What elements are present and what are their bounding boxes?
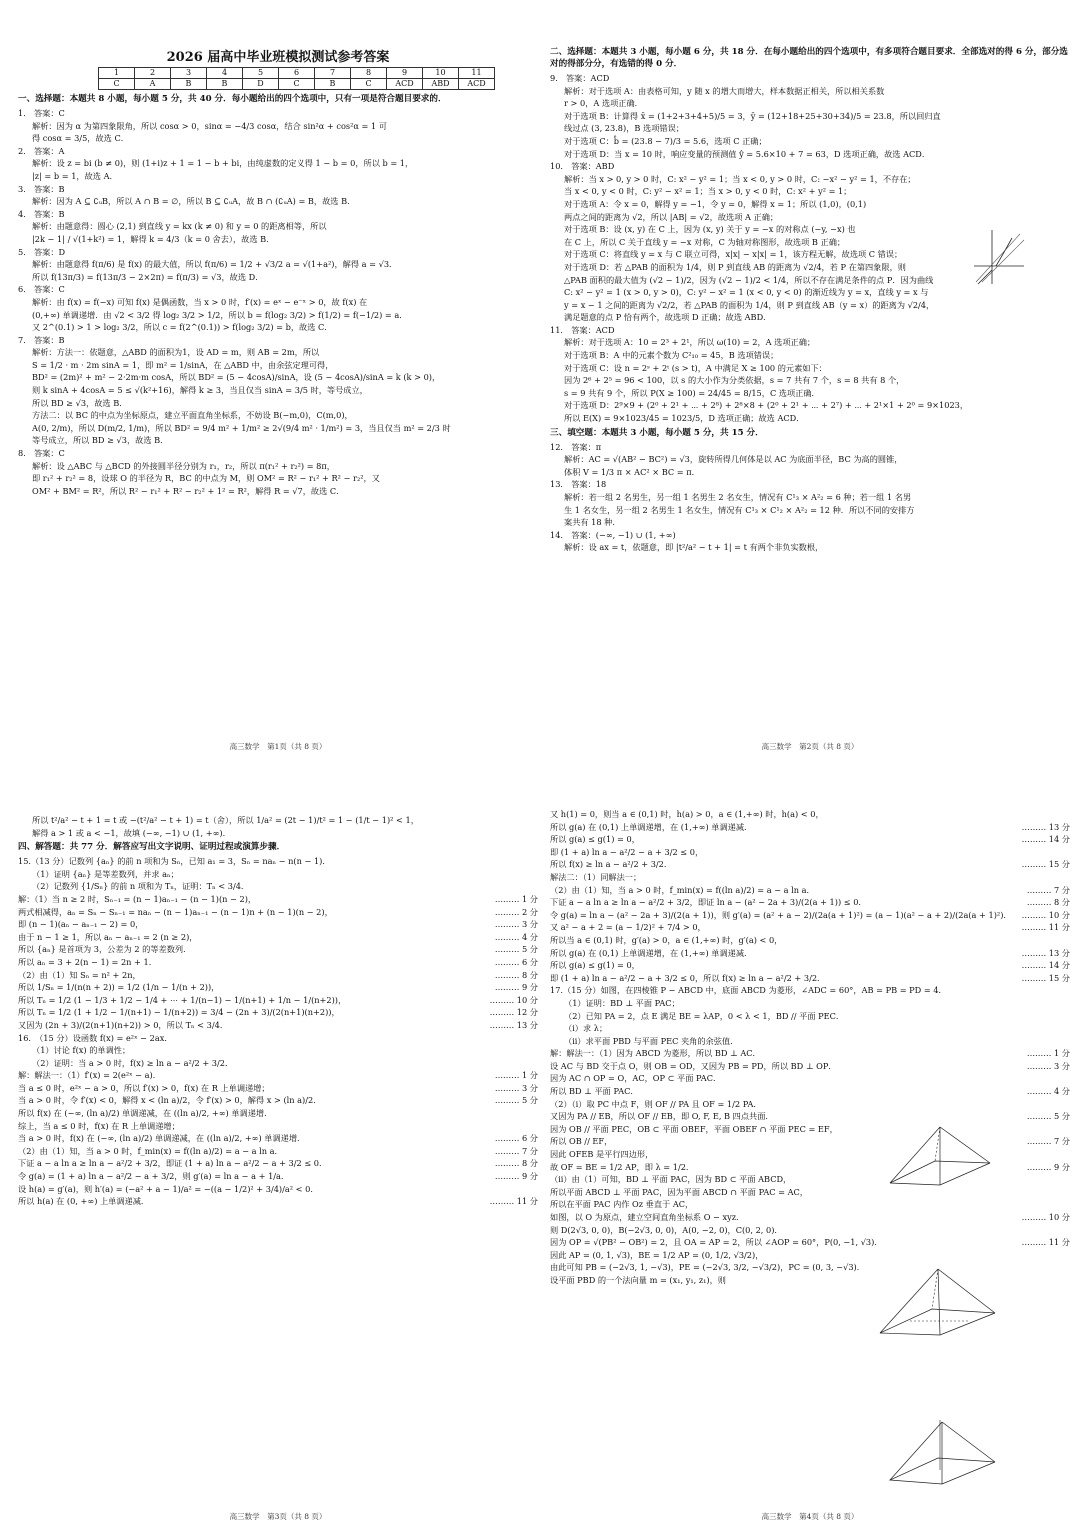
solution-line bbox=[18, 1157, 538, 1170]
solution-line bbox=[550, 1110, 1070, 1123]
solution-line bbox=[550, 884, 1070, 897]
text-line: r > 0，A 选项正确． bbox=[564, 98, 643, 109]
answer-table bbox=[98, 67, 495, 90]
solution-step: 因此 AP = (0, 1, √3)，BE = 1/2 AP = (0, 1/2, √3/2)， bbox=[550, 1249, 764, 1260]
score-points: ……… 12 分 bbox=[489, 1007, 538, 1018]
solution-line bbox=[550, 846, 1070, 859]
solution-line bbox=[550, 959, 1070, 972]
answer-cell: A bbox=[135, 79, 171, 90]
text-line: 又 2^(0.1) > 1 > log₂ 3/2，所以 c = f(2^(0.1)) > f(log₂ 3/2) = b，故选 C． bbox=[32, 322, 333, 333]
solution-line bbox=[18, 1094, 538, 1107]
page-footer: 高三数学 第2页（共 8 页） bbox=[761, 742, 859, 751]
solution-step: 由此可知 PB = (−2√3, 1, −√3)，PE = (−2√3, 3/2, −√3/2)，PC = (0, 3, −√3)． bbox=[550, 1262, 865, 1273]
page-footer: 高三数学 第4页（共 8 页） bbox=[761, 1512, 859, 1521]
text-line: 案共有 18 种． bbox=[564, 517, 621, 528]
solution-step: 又因为 PA // EB，所以 OF // EB，即 O, F, E, B 四点共面． bbox=[550, 1111, 774, 1122]
score-points: ……… 8 分 bbox=[494, 969, 538, 980]
solution-step: 设 AC 与 BD 交于点 O，则 OB = OD，又因为 PB = PD，所以 BD ⊥ OP． bbox=[550, 1060, 837, 1071]
answer-cell: 6 bbox=[279, 68, 315, 79]
text-line: BD² = (2m)² + m² − 2·2m·m cosA，所以 BD² = (5 − 4cosA)/sinA，设 (5 − 4cosA)/sinA = k (k > 0)， bbox=[32, 372, 441, 383]
page-2 bbox=[550, 8, 1070, 758]
solution-text bbox=[550, 441, 1070, 554]
solution-step: （ii）由（1）可知，BD ⊥ 平面 PAC，因为 BD ⊂ 平面 ABCD， bbox=[550, 1174, 792, 1185]
text-line: C: x² − y² = 1 (x > 0, y > 0)，C: y² − x² = 1 (x < 0, y < 0) 的渐近线为 y = x，直线 y = x 与 bbox=[564, 287, 929, 298]
text-line: 即 r₁² + r₂² = 8，设球 O 的半径为 R，BC 的中点为 M，则 OM² = R² − r₁² + R² − r₂²，又 bbox=[32, 473, 380, 484]
solution-step: 设平面 PBD 的一个法向量 m = (x₁, y₁, z₁)，则 bbox=[550, 1274, 726, 1285]
text-line: 16. （15 分）设函数 f(x) = e²ˣ − 2ax． bbox=[18, 1032, 173, 1043]
section-heading: 三、填空题：本题共 3 小题，每小题 5 分，共 15 分． bbox=[550, 427, 764, 438]
solution-line bbox=[18, 1183, 538, 1196]
answer-cell: ACD bbox=[459, 79, 495, 90]
curve-graph-figure bbox=[972, 226, 1027, 286]
text-line: 6． 答案：C bbox=[18, 284, 65, 295]
page-footer: 高三数学 第3页（共 8 页） bbox=[229, 1512, 327, 1521]
answer-cell: 3 bbox=[171, 68, 207, 79]
solution-step: 令 g(a) = (1 + a) ln a − a²/2 − a + 3/2，则 g′(a) = ln a − a + 1/a． bbox=[18, 1171, 290, 1182]
solution-step: 当 a > 0 时，f(x) 在 (−∞, (ln a)/2) 单调递减，在 ((ln a)/2, +∞) 单调递增． bbox=[18, 1133, 306, 1144]
solution-line bbox=[18, 994, 538, 1007]
score-points: ……… 15 分 bbox=[1021, 972, 1070, 983]
solution-line bbox=[18, 931, 538, 944]
solution-line bbox=[18, 981, 538, 994]
text-line: |2k − 1| / √(1+k²) = 1，解得 k = 4/3（k = 0 舍去），故选 B． bbox=[32, 233, 275, 244]
score-points: ……… 4 分 bbox=[494, 931, 538, 942]
solution-line bbox=[550, 972, 1070, 985]
solution-line bbox=[18, 1170, 538, 1183]
answer-cell: ABD bbox=[423, 79, 459, 90]
text-line: |z| = b = 1，故选 A． bbox=[32, 170, 118, 181]
solution-line bbox=[550, 1236, 1070, 1249]
score-points: ……… 13 分 bbox=[1021, 821, 1070, 832]
text-line: 对于选项 D：2⁹×9 + (2⁰ + 2¹ + ⋯ + 2⁸) + 2⁸×8 + (2⁰ + 2¹ + ⋯ + 2⁷) + ⋯ + 2¹×1 + 2⁰ = 9×1023， bbox=[564, 400, 969, 411]
page-4 bbox=[550, 778, 1070, 1528]
solution-line bbox=[18, 943, 538, 956]
text-line: OM² + BM² = R²，所以 R² − r₁² + R² − r₂² + 1² = R²，解得 R = √7，故选 C． bbox=[32, 485, 345, 496]
solution-step: 所以在平面 PAC 内作 Oz 垂直于 AC， bbox=[550, 1199, 694, 1210]
text-line: 3． 答案：B bbox=[18, 183, 65, 194]
solution-step: 所以当 a ∈ (0,1) 时，g′(a) > 0，a ∈ (1,+∞) 时，g′(a) < 0， bbox=[550, 934, 783, 945]
text-line: 解析：由题意得 f(π/6) 是 f(x) 的最大值，所以 f(π/6) = 1/2 + √3/2 a = √(1+a²)，解得 a = √3． bbox=[32, 259, 398, 270]
solution-step: 所以 g(a) ≤ g(1) = 0， bbox=[550, 834, 640, 845]
text-line: 满足题意的点 P 恰有两个，故选项 D 正确；故选 ABD． bbox=[564, 312, 772, 323]
text-line: S = 1/2 · m · 2m sinA = 1，即 m² = 1/sinA，在 △ABD 中，由余弦定理可得， bbox=[32, 359, 334, 370]
solution-text bbox=[18, 814, 538, 839]
solution-line bbox=[18, 1145, 538, 1158]
text-line: 解析：设 z = bi (b ≠ 0)，则 (1+i)z + 1 = 1 − b + bi，由纯虚数的定义得 1 − b = 0，所以 b = 1， bbox=[32, 158, 414, 169]
pyramid-figure-1 bbox=[880, 1123, 1000, 1193]
score-points: ……… 9 分 bbox=[1026, 1161, 1070, 1172]
solution-step: 当 a ≤ 0 时，e²ˣ − a > 0，所以 f′(x) > 0，f(x) 在 R 上单调递增； bbox=[18, 1082, 270, 1093]
text-line: 两点之间的距离为 √2，所以 |AB| = √2，故选项 A 正确； bbox=[564, 211, 779, 222]
text-line: 解析：设 △ABC 与 △BCD 的外接圆半径分别为 r₁，r₂，所以 π(r₁² + r₂²) = 8π， bbox=[32, 460, 335, 471]
text-line: 2． 答案：A bbox=[18, 145, 65, 156]
text-line: （ii）求平面 PBD 与平面 PEC 夹角的余弦值． bbox=[564, 1035, 739, 1046]
section-heading: 二、选择题：本题共 3 小题，每小题 6 分，共 18 分．在每小题给出的四个选项中，有多项符合题目要求．全部选对的得 6 分，部分选对的得部分分，有选错的得 0 分． bbox=[550, 47, 1068, 69]
score-points: ……… 11 分 bbox=[1021, 922, 1070, 933]
pyramid-figure-2 bbox=[870, 1263, 1000, 1343]
answer-cell: C bbox=[99, 79, 135, 90]
text-line: s = 9 共有 9 个，所以 P(X ≥ 100) = 24/45 = 8/15，C 选项正确． bbox=[564, 387, 820, 398]
solution-step: 下证 a − a ln a ≥ ln a − a²/2 + 3/2，即证 (1 + a) ln a − a²/2 − a + 3/2 ≤ 0． bbox=[18, 1158, 328, 1169]
answer-cell: D bbox=[243, 79, 279, 90]
solution-line bbox=[550, 808, 1070, 821]
text-line: （2）记数列 {1/Sₙ} 的前 n 项和为 Tₙ，证明：Tₙ < 3/4． bbox=[32, 881, 250, 892]
text-line: （2）证明：当 a > 0 时，f(x) ≥ ln a − a²/2 + 3/2． bbox=[32, 1057, 234, 1068]
text-line: 对于选项 B：计算得 x̄ = (1+2+3+4+5)/5 = 3，ȳ = (12+18+25+30+34)/5 = 23.8，所以回归直 bbox=[564, 110, 941, 121]
score-points: ……… 9 分 bbox=[494, 982, 538, 993]
solution-line bbox=[550, 871, 1070, 884]
solution-step: 因为 AC ∩ OP = O，AC，OP ⊂ 平面 PAC． bbox=[550, 1073, 722, 1084]
score-points: ……… 3 分 bbox=[494, 1082, 538, 1093]
text-line: 解析：因为 A ⊆ ∁ᵤB，所以 A ∩ B = ∅，所以 B ⊆ ∁ᵤA，故 B ∩ (∁ᵤA) = B，故选 B． bbox=[32, 196, 356, 207]
solution-step: 所以 Tₙ = 1/2 (1 − 1/3 + 1/2 − 1/4 + ⋯ + 1/(n−1) − 1/(n+1) + 1/n − 1/(n+2))， bbox=[18, 994, 347, 1005]
text-line: 对于选项 B：设 (x, y) 在 C 上，因为 (x, y) 关于 y = −x 的对称点 (−y, −x) 也 bbox=[564, 224, 856, 235]
score-points: ……… 14 分 bbox=[1021, 834, 1070, 845]
solution-line bbox=[550, 921, 1070, 934]
solution-step: 综上，当 a ≤ 0 时，f(x) 在 R 上单调递增； bbox=[18, 1120, 180, 1131]
solution-line bbox=[550, 1211, 1070, 1224]
text-line: 7． 答案：B bbox=[18, 334, 65, 345]
text-line: 对于选项 C：b̂ = (23.8 − 7)/3 = 5.6，选项 C 正确； bbox=[564, 135, 767, 146]
score-points: ……… 13 分 bbox=[489, 1019, 538, 1030]
solution-line bbox=[550, 896, 1070, 909]
text-line: 1． 答案：C bbox=[18, 108, 65, 118]
text-line: 得 cosα = 3/5，故选 C． bbox=[32, 133, 129, 144]
solution-line bbox=[18, 1069, 538, 1082]
solution-step: 故 OF = BE = 1/2 AP，即 λ = 1/2． bbox=[550, 1161, 695, 1172]
text-line: 所以 E(X) = 9×1023/45 = 1023/5，D 选项正确；故选 ACD． bbox=[564, 413, 805, 424]
page-3 bbox=[18, 778, 538, 1528]
text-line: (0,+∞) 单调递增．由 √2 < 3/2 得 log₂ 3/2 > 1/2，所以 b = f(log₂ 3/2) > f(1/2) = f(−1/2) = a． bbox=[32, 309, 408, 320]
solution-step: 由于 n − 1 ≥ 1，所以 aₙ − aₙ₋₁ = 2 (n ≥ 2)， bbox=[18, 931, 198, 942]
text-line: 解析：AC = √(AB² − BC²) = √3，旋转所得几何体是以 AC 为底面半径，BC 为高的圆锥， bbox=[564, 454, 903, 465]
answer-cell: C bbox=[279, 79, 315, 90]
text-line: 4． 答案：B bbox=[18, 208, 65, 219]
text-line: 对于选项 A：令 x = 0，解得 y = −1，令 y = 0，解得 x = 1；所以 (1,0)，(0,1) bbox=[564, 198, 867, 209]
solution-step: 下证 a − a ln a ≥ ln a − a²/2 + 3/2，即证 ln a − (a² − 2a + 3)/(2(a + 1)) ≤ 0． bbox=[550, 897, 867, 908]
solution-15 bbox=[18, 893, 538, 1032]
text-line: 解析：因为 α 为第四象限角，所以 cosα > 0，sinα = −4/3 cosα，结合 sin²α + cos²α = 1 可 bbox=[32, 120, 387, 131]
text-line: △PAB 面积的最大值为 (√2 − 1)/2，因为 (√2 − 1)/2 < 1/4，所以不存在满足条件的点 P．因为曲线 bbox=[564, 274, 934, 285]
text-line: 12． 答案：π bbox=[550, 441, 602, 452]
answer-cell: 10 bbox=[423, 68, 459, 79]
score-points: ……… 8 分 bbox=[1026, 897, 1070, 908]
solution-line bbox=[18, 893, 538, 906]
solution-step: 如图，以 O 为原点，建立空间直角坐标系 O − xyz． bbox=[550, 1212, 745, 1222]
text-line: 解得 a > 1 或 a < −1，故填 (−∞, −1) ∪ (1, +∞)． bbox=[32, 827, 231, 838]
text-line: 9． 答案：ACD bbox=[550, 73, 610, 83]
text-line: 在 C 上，所以 C 关于直线 y = −x 对称，C 为轴对称图形，故选项 B 正确； bbox=[564, 236, 846, 247]
solution-step: 令 g(a) = ln a − (a² − 2a + 3)/(2(a + 1))，则 g′(a) = (a² + a − 2)/(2a(a + 1)²) = (a − 1)(a² − a + 2)/(2a(a + 1)²)． bbox=[550, 909, 1012, 920]
score-points: ……… 3 分 bbox=[1026, 1060, 1070, 1071]
text-line: 所以 BD ≥ √3，故选 B． bbox=[32, 397, 128, 408]
text-line: 因为 2⁶ + 2⁵ = 96 < 100，以 s 的大小作为分类依据，s = 7 共有 7 个，s = 8 共有 8 个， bbox=[564, 375, 905, 386]
solution-step: 所以 h(a) 在 (0, +∞) 上单调递减． bbox=[18, 1196, 150, 1207]
solution-line bbox=[18, 969, 538, 982]
text-line: （i）求 λ； bbox=[564, 1023, 608, 1034]
solution-step: 所以平面 ABCD ⊥ 平面 PAC，因为平面 ABCD ∩ 平面 PAC = AC， bbox=[550, 1186, 808, 1197]
solution-step: 又因为 (2n + 3)/(2(n+1)(n+2)) > 0，所以 Tₙ < 3/4． bbox=[18, 1019, 229, 1030]
solution-step: 所以 f(x) ≥ ln a − a²/2 + 3/2． bbox=[550, 859, 673, 870]
answer-cell: 11 bbox=[459, 68, 495, 79]
solution-line bbox=[550, 1198, 1070, 1211]
text-line: 解析：由 f(x) = f(−x) 可知 f(x) 是偶函数，当 x > 0 时，f′(x) = eˣ − e⁻ˣ > 0，故 f(x) 在 bbox=[32, 296, 368, 307]
solution-step: 解：解法一：（1）因为 ABCD 为菱形，所以 BD ⊥ AC． bbox=[550, 1048, 761, 1059]
solution-line bbox=[18, 906, 538, 919]
text-line: 对于选项 C：设 n = 2ˢ + 2ᵗ (s > t)，A 中满足 X ≥ 100 的元素如下： bbox=[564, 362, 827, 373]
text-line: 生 1 名女生，另一组 2 名男生 1 名女生，情况有 C¹₃ × C¹₂ × A²₂ = 12 种．所以不同的安排方 bbox=[564, 504, 915, 515]
solution-step: 即 (n − 1)(aₙ − aₙ₋₁ − 2) = 0， bbox=[18, 919, 144, 930]
pyramid-figure-3 bbox=[880, 1418, 1000, 1493]
solution-line bbox=[18, 1132, 538, 1145]
solution-step: （2）由（1）知 Sₙ = n² + 2n， bbox=[18, 969, 141, 980]
solution-step: 设 h(a) = g′(a)，则 h′(a) = (−a² + a − 1)/a² = −((a − 1/2)² + 3/4)/a² < 0． bbox=[18, 1183, 319, 1194]
score-points: ……… 7 分 bbox=[1026, 884, 1070, 895]
text-line: 对于选项 D：当 x = 10 时，响应变量的预测值 ŷ = 5.6×10 + 7 = 63，D 选项正确，故选 ACD． bbox=[564, 148, 931, 159]
score-points: ……… 1 分 bbox=[494, 893, 538, 904]
solution-step: 所以 g(a) 在 (0,1) 上单调递增，在 (1,+∞) 单调递减． bbox=[550, 947, 753, 958]
answer-cell: 7 bbox=[315, 68, 351, 79]
solution-line bbox=[550, 934, 1070, 947]
score-points: ……… 3 分 bbox=[494, 919, 538, 930]
solution-line bbox=[550, 1249, 1070, 1262]
solution-line bbox=[18, 1195, 538, 1208]
answer-cell: 9 bbox=[387, 68, 423, 79]
solution-step: 因为 OB // 平面 PEC，OB ⊂ 平面 OBEF，平面 OBEF ∩ 平面 PEC = EF， bbox=[550, 1123, 838, 1134]
question-15 bbox=[18, 855, 538, 893]
page-1 bbox=[18, 8, 538, 758]
solution-step: 又 h(1) = 0，则当 a ∈ (0,1) 时，h(a) > 0，a ∈ (1,+∞) 时，h(a) < 0， bbox=[550, 809, 824, 819]
text-line: 方法二：以 BC 的中点为坐标原点，建立平面直角坐标系，不妨设 B(−m,0)，C(m,0)， bbox=[32, 410, 353, 421]
question-17 bbox=[550, 984, 1070, 1047]
score-points: ……… 15 分 bbox=[1021, 859, 1070, 870]
text-line: 体积 V = 1/3 π × AC² × BC = π． bbox=[564, 466, 700, 477]
section-heading: 一、选择题：本题共 8 小题，每小题 5 分，共 40 分．每小题给出的四个选项中，只有一项是符合题目要求的． bbox=[18, 94, 447, 104]
solution-step: （2）（i）取 PC 中点 F，则 OF // PA 且 OF = 1/2 PA． bbox=[550, 1098, 762, 1109]
text-line: 13． 答案：18 bbox=[550, 479, 607, 490]
solution-step: 所以 1/Sₙ = 1/(n(n + 2)) = 1/2 (1/n − 1/(n + 2))， bbox=[18, 982, 220, 993]
text-line: 所以 f(13π/3) = f(13π/3 − 2×2π) = f(π/3) = √3，故选 D． bbox=[32, 271, 264, 282]
text-line: 14． 答案：(−∞, −1) ∪ (1, +∞) bbox=[550, 529, 676, 540]
text-line: 对于选项 C：将直线 y = x 与 C 联立可得，x|x| − x|x| = 1，该方程无解，故选项 C 错误； bbox=[564, 249, 903, 260]
solution-line bbox=[550, 1224, 1070, 1237]
solution-line bbox=[18, 1019, 538, 1032]
solution-step: 则 D(2√3, 0, 0)，B(−2√3, 0, 0)，A(0, −2, 0)，C(0, 2, 0)． bbox=[550, 1224, 783, 1235]
score-points: ……… 5 分 bbox=[494, 1095, 538, 1106]
text-line: 17.（15 分）如图，在四棱锥 P − ABCD 中，底面 ABCD 为菱形，∠ADC = 60°，AB = PB = PD = 4． bbox=[550, 985, 947, 996]
text-line: （1）证明：BD ⊥ 平面 PAC； bbox=[564, 997, 680, 1008]
solution-step: （2）由（1）知，当 a > 0 时，f_min(x) = f((ln a)/2) = a − a ln a． bbox=[550, 884, 815, 895]
question-16 bbox=[18, 1032, 538, 1070]
text-line: （1）讨论 f(x) 的单调性； bbox=[32, 1045, 131, 1056]
score-points: ……… 6 分 bbox=[494, 1133, 538, 1144]
section-heading: 四、解答题：共 77 分．解答应写出文字说明、证明过程或演算步骤． bbox=[18, 842, 286, 853]
score-points: ……… 1 分 bbox=[1026, 1048, 1070, 1059]
solution-text bbox=[550, 808, 1070, 984]
answer-cell: B bbox=[171, 79, 207, 90]
score-points: ……… 14 分 bbox=[1021, 960, 1070, 971]
answer-cell: B bbox=[315, 79, 351, 90]
solution-step: 所以 f(x) 在 (−∞, (ln a)/2) 单调递减，在 ((ln a)/2, +∞) 单调递增． bbox=[18, 1108, 273, 1119]
page-title: 2026 届高中毕业班模拟测试参考答案 bbox=[166, 50, 390, 65]
solution-line bbox=[18, 1107, 538, 1120]
answer-cell: B bbox=[207, 79, 243, 90]
solution-line bbox=[18, 1006, 538, 1019]
solution-line bbox=[550, 947, 1070, 960]
text-line: 等号成立，所以 BD ≥ √3，故选 B． bbox=[32, 435, 169, 446]
solution-line bbox=[18, 1120, 538, 1133]
score-points: ……… 13 分 bbox=[1021, 947, 1070, 958]
text-line: （2）已知 PA = 2，点 E 满足 BE = λAP，0 < λ < 1，BD // 平面 PEC． bbox=[564, 1010, 845, 1021]
text-line: 15.（13 分）记数列 {aₙ} 的前 n 项和为 Sₙ，已知 a₁ = 3，Sₙ = naₙ − n(n − 1)． bbox=[18, 856, 331, 867]
solution-step: （2）由（1）知，当 a > 0 时，f_min(x) = f((ln a)/2) = a − a ln a． bbox=[18, 1145, 283, 1156]
solution-line bbox=[550, 1085, 1070, 1098]
solution-step: 所以 OB // EF， bbox=[550, 1136, 613, 1147]
solution-step: 所以 aₙ = 3 + 2(n − 1) = 2n + 1． bbox=[18, 956, 157, 967]
text-line: 11． 答案：ACD bbox=[550, 324, 615, 335]
solution-line bbox=[550, 1072, 1070, 1085]
text-line: 解析：若一组 2 名男生，另一组 1 名男生 2 名女生，情况有 C¹₃ × A²₂ = 6 种；若一组 1 名男 bbox=[564, 492, 912, 502]
solution-line bbox=[18, 1082, 538, 1095]
solution-step: 所以 Tₙ = 1/2 (1 + 1/2 − 1/(n+1) − 1/(n+2)) = 3/4 − (2n + 3)/(2(n+1)(n+2))， bbox=[18, 1007, 340, 1018]
solution-line bbox=[18, 956, 538, 969]
solution-step: 因此 OFEB 是平行四边形， bbox=[550, 1149, 654, 1160]
answer-cell: C bbox=[351, 79, 387, 90]
solution-line bbox=[550, 858, 1070, 871]
solution-line bbox=[550, 1047, 1070, 1060]
score-points: ……… 8 分 bbox=[494, 1158, 538, 1169]
text-line: 解析：由题意得：圆心 (2,1) 到直线 y = kx (k ≠ 0) 和 y = 0 的距离相等，所以 bbox=[32, 221, 327, 232]
score-points: ……… 10 分 bbox=[489, 994, 538, 1005]
answer-cell: 5 bbox=[243, 68, 279, 79]
answer-cell: 2 bbox=[135, 68, 171, 79]
text-line: 解析：方法一：依题意，△ABD 的面积为1，设 AD = m，则 AB = 2m，所以 bbox=[32, 347, 320, 358]
score-points: ……… 11 分 bbox=[1021, 1237, 1070, 1248]
answer-cell: 1 bbox=[99, 68, 135, 79]
solution-line bbox=[550, 1060, 1070, 1073]
text-line: 则 k sinA + 4cosA = 5 ≤ √(k²+16)，解得 k ≥ 3，当且仅当 sinA = 3/5 时，等号成立， bbox=[32, 385, 368, 396]
score-points: ……… 7 分 bbox=[494, 1145, 538, 1156]
score-points: ……… 2 分 bbox=[494, 906, 538, 917]
score-points: ……… 4 分 bbox=[1026, 1086, 1070, 1097]
text-line: 对于选项 B：A 中的元素个数为 C²₁₀ = 45，B 选项错误； bbox=[564, 350, 779, 361]
score-points: ……… 6 分 bbox=[494, 956, 538, 967]
score-points: ……… 5 分 bbox=[494, 944, 538, 955]
solution-step: 解：解法一：（1）f′(x) = 2(e²ˣ − a)． bbox=[18, 1070, 161, 1081]
text-line: 对于选项 D：若 △PAB 的面积为 1/4，则 P 到直线 AB 的距离为 √2/4，若 P 在第四象限，则 bbox=[564, 261, 906, 272]
text-line: 解析：当 x > 0, y > 0 时，C: x² − y² = 1；当 x < 0, y > 0 时，C: −x² − y² = 1，不存在； bbox=[564, 173, 916, 184]
solution-step: 所以 g(a) 在 (0,1) 上单调递增，在 (1,+∞) 单调递减． bbox=[550, 821, 753, 832]
answer-cell: 8 bbox=[351, 68, 387, 79]
score-points: ……… 5 分 bbox=[1026, 1111, 1070, 1122]
score-points: ……… 1 分 bbox=[494, 1070, 538, 1081]
solution-step: 即 (1 + a) ln a − a²/2 − a + 3/2 ≤ 0， bbox=[550, 846, 704, 857]
solution-step: 所以 {aₙ} 是首项为 3，公差为 2 的等差数列． bbox=[18, 944, 192, 955]
score-points: ……… 9 分 bbox=[494, 1171, 538, 1182]
solution-step: 解：（1）当 n ≥ 2 时，Sₙ₋₁ = (n − 1)aₙ₋₁ − (n − 1)(n − 2)， bbox=[18, 893, 257, 904]
solution-line bbox=[550, 821, 1070, 834]
text-line: 当 x < 0, y < 0 时，C: y² − x² = 1；当 x > 0, y < 0 时，C: x² + y² = 1； bbox=[564, 186, 852, 197]
text-line: 线过点 (3, 23.8)，B 选项错误； bbox=[564, 123, 684, 134]
text-line: 5． 答案：D bbox=[18, 246, 66, 257]
answer-cell: ACD bbox=[387, 79, 423, 90]
solution-step: 因为 OP = √(PB² − OB²) = 2，且 OA = AP = 2，所以 ∠AOP = 60°，P(0, −1, √3)． bbox=[550, 1237, 883, 1248]
solution-text bbox=[18, 107, 538, 497]
solution-line bbox=[550, 833, 1070, 846]
score-points: ……… 7 分 bbox=[1026, 1136, 1070, 1147]
solution-16 bbox=[18, 1069, 538, 1208]
solution-step: 即 (1 + a) ln a − a²/2 − a + 3/2 ≤ 0，所以 f(x) ≥ ln a − a²/2 + 3/2． bbox=[550, 972, 826, 983]
text-line: 解析：对于选项 A：10 = 2³ + 2¹，所以 ω(10) = 2，A 选项正确； bbox=[564, 337, 816, 348]
solution-line bbox=[550, 909, 1070, 922]
text-line: 解析：设 ax = t，依题意，即 |t²/a² − t + 1| = t 有两个非负实数根， bbox=[564, 542, 824, 553]
text-line: y = x − 1 之间的距离为 √2/2，若 △PAB 的面积为 1/4，则 P 到直线 AB（y = x）的距离为 √2/4， bbox=[564, 299, 935, 310]
text-line: （1）证明 {aₙ} 是等差数列，并求 aₙ； bbox=[32, 868, 179, 879]
score-points: ……… 11 分 bbox=[489, 1196, 538, 1207]
solution-step: 所以 g(a) ≤ g(1) = 0， bbox=[550, 960, 640, 971]
text-line: 所以 t²/a² − t + 1 = t 或 −(t²/a² − t + 1) = t（舍），所以 1/a² = (2t − 1)/t² = 1 − (1/t − 1)² < 1， bbox=[32, 815, 419, 825]
score-points: ……… 10 分 bbox=[1021, 909, 1070, 920]
solution-step: 当 a > 0 时，令 f′(x) < 0，解得 x < (ln a)/2，令 f′(x) > 0，解得 x > (ln a)/2． bbox=[18, 1095, 322, 1106]
solution-line bbox=[18, 918, 538, 931]
text-line: 解析：对于选项 A：由表格可知，y 随 x 的增大而增大，样本数据正相关，所以相关系数 bbox=[564, 85, 885, 96]
solution-line bbox=[550, 1098, 1070, 1111]
score-points: ……… 10 分 bbox=[1021, 1212, 1070, 1222]
text-line: 10． 答案：ABD bbox=[550, 161, 615, 172]
solution-step: 所以 BD ⊥ 平面 PAC． bbox=[550, 1086, 639, 1097]
solution-step: 两式相减得，aₙ = Sₙ − Sₙ₋₁ = naₙ − (n − 1)aₙ₋₁ − (n − 1)n + (n − 1)(n − 2)， bbox=[18, 906, 333, 917]
text-line: A(0, 2/m)，所以 D(m/2, 1/m)，所以 BD² = 9/4 m² + 1/m² ≥ 2√(9/4 m² · 1/m²) = 3，当且仅当 m² = 2/3 时 bbox=[32, 422, 451, 433]
page-footer: 高三数学 第1页（共 8 页） bbox=[229, 742, 327, 751]
solution-step: 又 a² − a + 2 = (a − 1/2)² + 7/4 > 0， bbox=[550, 922, 706, 933]
answer-cell: 4 bbox=[207, 68, 243, 79]
solution-step: 解法二：（1）同解法一； bbox=[550, 871, 642, 882]
text-line: 8． 答案：C bbox=[18, 448, 65, 459]
